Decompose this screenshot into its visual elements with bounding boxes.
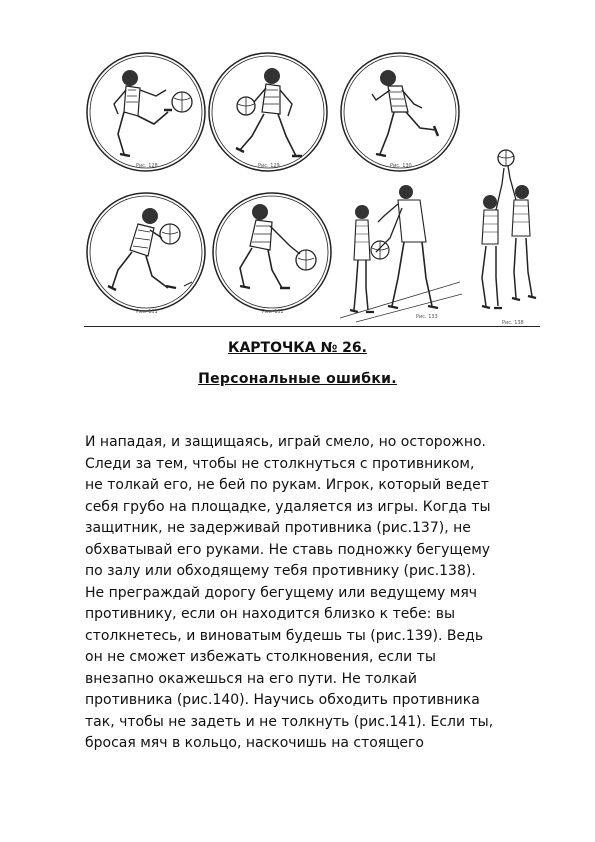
text-line: И нападая, и защищаясь, играй смело, но осторожно. [85, 434, 487, 450]
figure-caption: Рис. 128 [136, 163, 158, 169]
figure-130 [338, 50, 462, 174]
card-subtitle: Персональные ошибки. [198, 371, 397, 387]
text-line: защитник, не задерживай противника (рис.137), не [85, 520, 471, 536]
text-line: противника (рис.140). Научись обходить противника [85, 692, 480, 708]
figure-132 [210, 190, 334, 314]
body-paragraph [85, 432, 565, 755]
text-line: столкнетесь, и виноватым будешь ты (рис.139). Ведь [85, 627, 484, 644]
card-title: КАРТОЧКА № 26. [228, 340, 367, 356]
text-line: противнику, если он находится близко к тебе: вы [85, 606, 456, 622]
figure-caption: Рис. 131 [136, 309, 158, 315]
figure-caption: Рис. 129 [258, 163, 280, 169]
player-kicking-ball-in-circle-icon [84, 50, 208, 174]
text-line: Следи за тем, чтобы не столкнуться с противником, [85, 455, 475, 472]
figure-133 [336, 178, 466, 324]
text-line: он не сможет избежать столкновения, если ты [85, 649, 436, 665]
figure-caption: Рис. 132 [262, 309, 284, 315]
figure-caption: Рис. 138 [502, 320, 524, 326]
player-dribbling-in-circle-icon [338, 50, 462, 174]
player-and-referee-icon [336, 178, 466, 324]
two-players-jumping-icon [470, 148, 548, 324]
figure-138 [470, 148, 548, 324]
figure-caption: Рис. 130 [390, 163, 412, 169]
text-line: по залу или обходящему тебя противнику (рис.138). [85, 563, 476, 579]
player-running-with-ball-in-circle-icon [206, 50, 330, 174]
divider-line [84, 326, 540, 327]
figure-131 [84, 190, 208, 314]
player-holding-ball-in-circle-icon [84, 190, 208, 314]
figure-caption: Рис. 133 [416, 314, 438, 320]
text-line: себя грубо на площадке, удаляется из игры. Когда ты [85, 498, 491, 515]
illustration-panel [78, 50, 548, 330]
text-line: обхватывай его руками. Не ставь подножку бегущему [85, 541, 491, 558]
figure-129 [206, 50, 330, 174]
figure-128 [84, 50, 208, 174]
player-bending-dribble-in-circle-icon [210, 190, 334, 314]
text-line: внезапно окажешься на его пути. Не толкай [85, 670, 417, 687]
text-line: так, чтобы не задеть и не толкнуть (рис.141). Если ты, [85, 713, 494, 730]
text-line: бросая мяч в кольцо, наскочишь на стоящего [85, 735, 424, 751]
text-line: Не преграждай дорогу бегущему или ведущему мяч [85, 584, 478, 601]
text-line: не толкай его, не бей по рукам. Игрок, который ведет [85, 477, 489, 493]
